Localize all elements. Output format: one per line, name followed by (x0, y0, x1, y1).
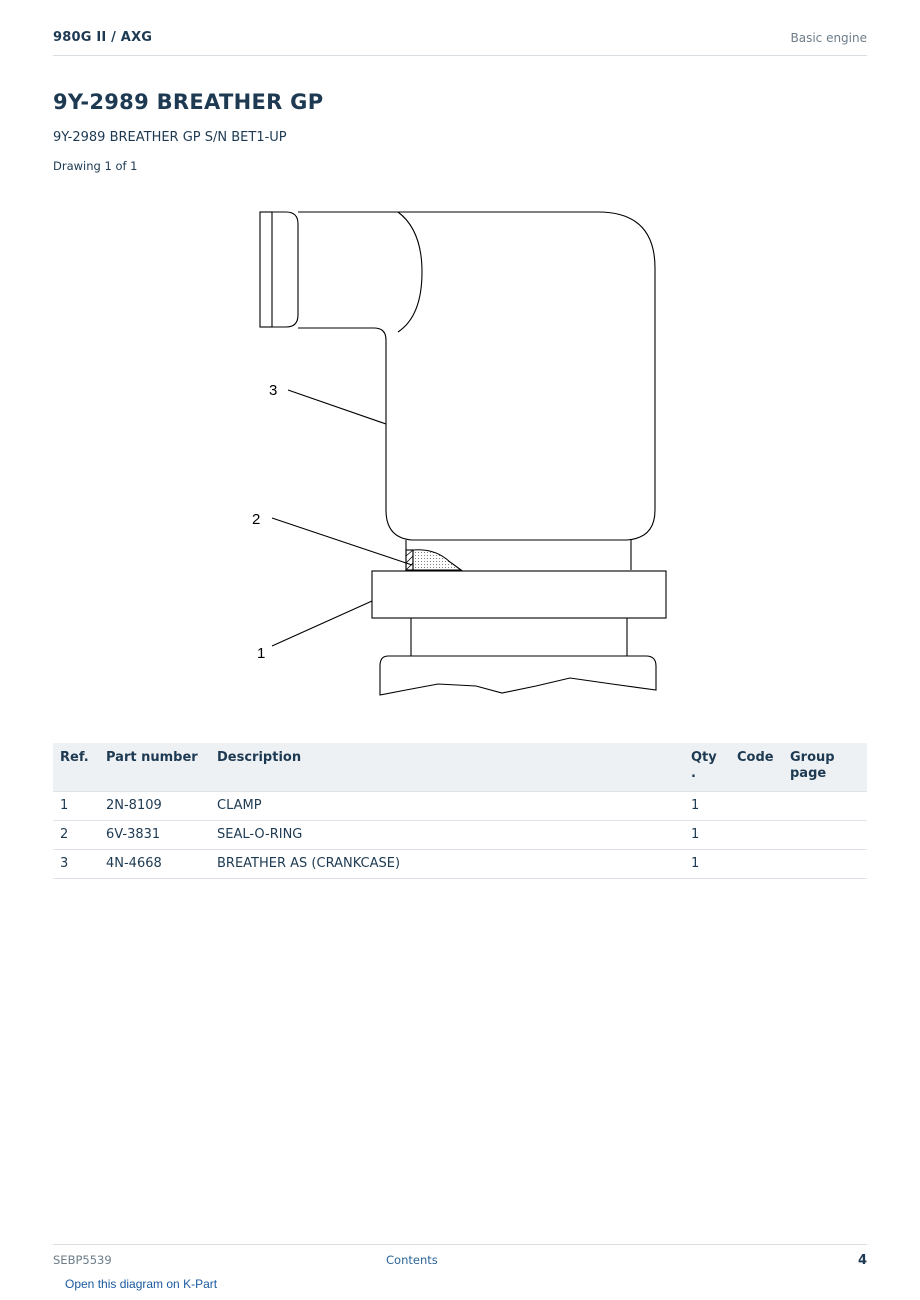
cell-group-page (783, 850, 867, 879)
cell-part-number[interactable]: 2N-8109 (99, 792, 210, 821)
contents-link[interactable]: Contents (386, 1253, 438, 1267)
cell-ref: 2 (53, 821, 99, 850)
cell-qty: 1 (684, 850, 730, 879)
leader-line-2 (272, 518, 412, 565)
clamp-band-shape (372, 571, 666, 618)
table-row[interactable] (53, 821, 867, 850)
leader-line-1 (272, 601, 372, 646)
table-header-row (53, 743, 867, 792)
cell-code (730, 821, 783, 850)
table-row[interactable] (53, 850, 867, 879)
cell-ref: 3 (53, 850, 99, 879)
open-in-k-part-link[interactable]: Open this diagram on K-Part (65, 1277, 218, 1291)
parts-diagram (240, 200, 680, 710)
cell-description: SEAL-O-RING (210, 821, 684, 850)
page-number: 4 (857, 1253, 867, 1268)
table-row[interactable] (53, 792, 867, 821)
column-header-part-number: Part number (99, 743, 210, 792)
drawing-counter: Drawing 1 of 1 (53, 159, 138, 173)
page-header (53, 28, 867, 56)
cell-qty: 1 (684, 821, 730, 850)
footer-divider (53, 1244, 867, 1245)
cell-part-number[interactable]: 6V-3831 (99, 821, 210, 850)
section-label: Basic engine (790, 31, 867, 45)
column-header-qty: Qty . (684, 743, 730, 792)
model-breadcrumb: 980G II / AXG (53, 30, 153, 45)
column-header-ref: Ref. (53, 743, 99, 792)
leader-line-3 (288, 390, 386, 424)
cell-qty: 1 (684, 792, 730, 821)
document-id: SEBP5539 (53, 1253, 112, 1267)
seal-o-ring-shape (406, 550, 461, 570)
page-title: 9Y-2989 BREATHER GP (53, 90, 324, 114)
cell-part-number[interactable]: 4N-4668 (99, 850, 210, 879)
cell-code (730, 792, 783, 821)
lower-tube-shape (380, 618, 656, 695)
cell-group-page (783, 821, 867, 850)
page-subtitle: 9Y-2989 BREATHER GP S/N BET1-UP (53, 130, 287, 145)
cell-group-page (783, 792, 867, 821)
cell-ref: 1 (53, 792, 99, 821)
callout-2[interactable]: 2 (252, 511, 261, 528)
callout-3[interactable]: 3 (269, 382, 278, 399)
column-header-description: Description (210, 743, 684, 792)
callout-1[interactable]: 1 (257, 645, 266, 662)
cell-description: CLAMP (210, 792, 684, 821)
breather-body-shape (260, 212, 655, 540)
parts-table (53, 743, 867, 879)
column-header-group-page: Group page (783, 743, 867, 792)
column-header-code: Code (730, 743, 783, 792)
cell-description: BREATHER AS (CRANKCASE) (210, 850, 684, 879)
cell-code (730, 850, 783, 879)
